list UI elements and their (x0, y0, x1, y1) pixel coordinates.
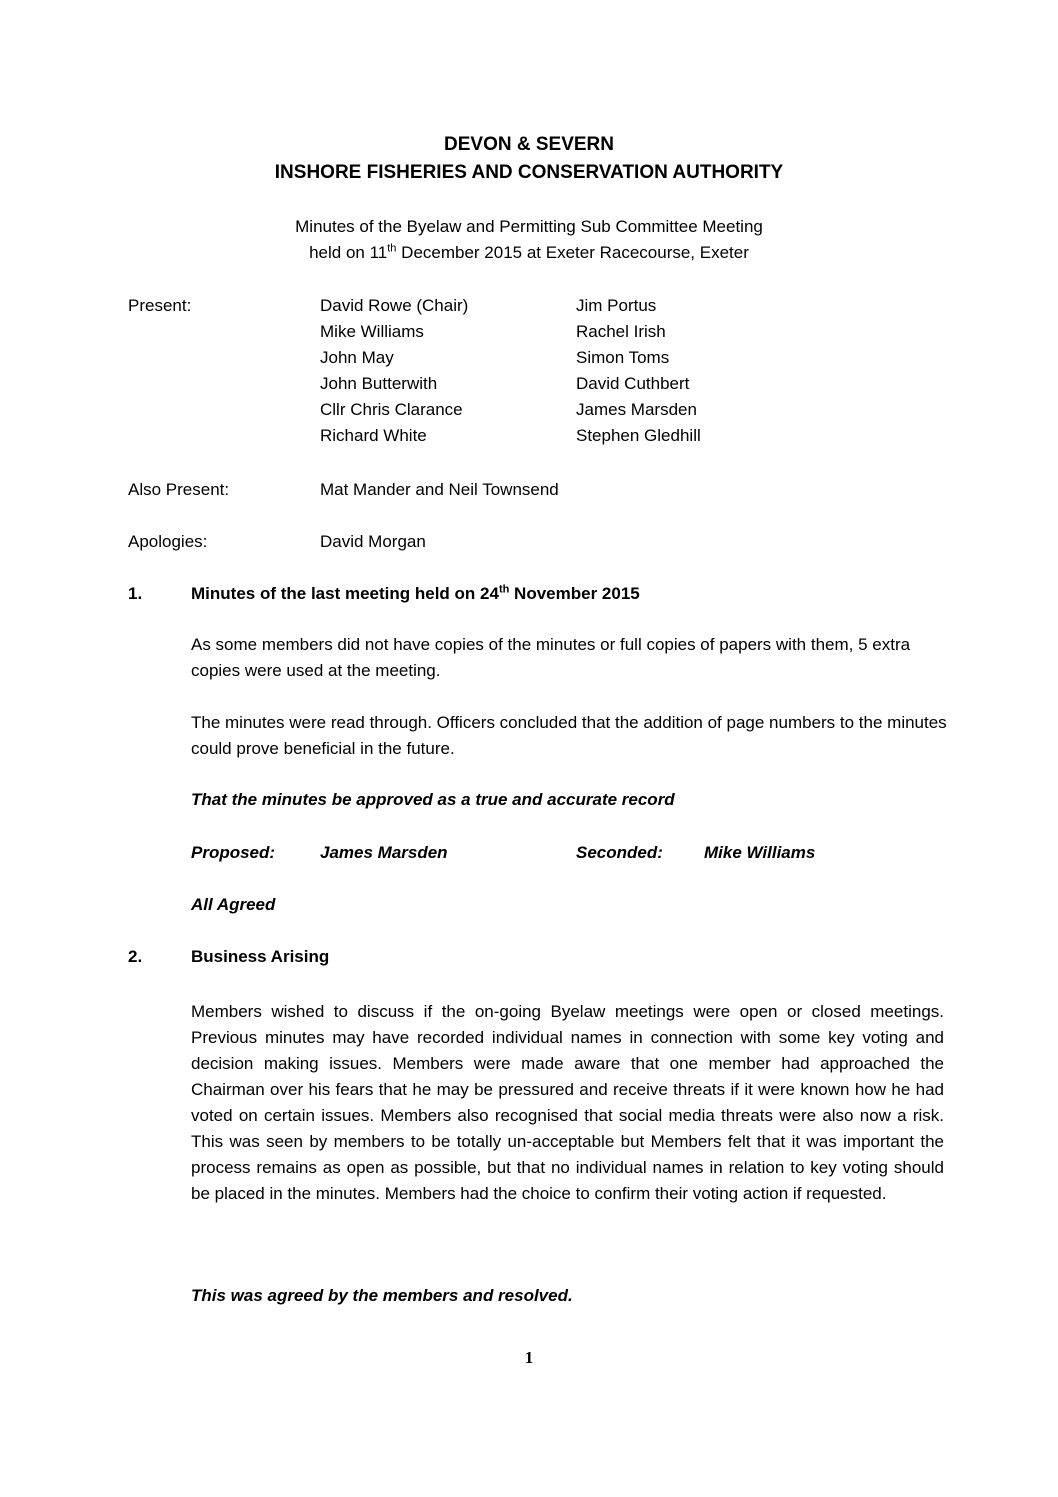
present-name: John Butterwith (320, 374, 438, 393)
present-name: David Rowe (Chair) (320, 296, 469, 315)
item-2-heading: Business Arising (191, 947, 330, 966)
seconded-name: Mike Williams (704, 843, 816, 862)
proposed-name: James Marsden (320, 843, 448, 862)
present-name: Mike Williams (320, 322, 424, 341)
item-1-resolution: That the minutes be approved as a true and accurate record (191, 790, 675, 809)
item-1-heading: Minutes of the last meeting held on 24th November 2015 (191, 583, 640, 603)
present-name: Richard White (320, 426, 427, 445)
present-name: Rachel Irish (576, 322, 666, 341)
present-name: Cllr Chris Clarance (320, 400, 463, 419)
item-2-paragraph-1: Members wished to discuss if the on-going Byelaw meetings were open or closed meetings. Previous minutes may have recorded individual names in connection with some key voting and decision making issues. Members were made aware that one member had approached the Chairman over his fears that he may be pressured and receive threats if it were known how he had voted on certain issues. Members also recognised that social media threats were also now a risk. This was seen by members to be totally un-acceptable but Members felt that it was important the process remains as open as possible, but that no individual names in relation to key voting should be placed in the minutes. Members had the choice to confirm their voting action if requested. (191, 1002, 944, 1203)
item-1-number: 1. (128, 584, 143, 603)
present-name: David Cuthbert (576, 374, 690, 393)
present-name: Stephen Gledhill (576, 426, 701, 445)
subtitle-line-1: Minutes of the Byelaw and Permitting Sub Committee Meeting (295, 217, 763, 236)
item-2-resolution: This was agreed by the members and resolved. (191, 1286, 573, 1305)
subtitle-line-2: held on 11th December 2015 at Exeter Racecourse, Exeter (309, 242, 749, 262)
also-present-value: Mat Mander and Neil Townsend (320, 480, 559, 499)
item-2-number: 2. (128, 947, 143, 966)
item-1-paragraph-2: The minutes were read through. Officers concluded that the addition of page numbers to the minutes could prove beneficial in the future. (191, 713, 947, 758)
present-label: Present: (128, 296, 192, 315)
title-line-2: INSHORE FISHERIES AND CONSERVATION AUTHORITY (274, 162, 784, 183)
page-number: 1 (524, 1348, 534, 1367)
item-1-paragraph-1: As some members did not have copies of the minutes or full copies of papers with them, 5 extra copies were used at the meeting. (191, 635, 911, 680)
present-name: Simon Toms (576, 348, 670, 367)
item-1-outcome: All Agreed (191, 895, 276, 914)
title-line-1: DEVON & SEVERN (444, 134, 614, 155)
present-name: Jim Portus (576, 296, 657, 315)
apologies-value: David Morgan (320, 532, 426, 551)
present-name: John May (320, 348, 394, 367)
apologies-label: Apologies: (128, 532, 208, 551)
proposed-label: Proposed: (191, 843, 276, 862)
seconded-label: Seconded: (576, 843, 663, 862)
also-present-label: Also Present: (128, 480, 230, 499)
present-name: James Marsden (576, 400, 697, 419)
